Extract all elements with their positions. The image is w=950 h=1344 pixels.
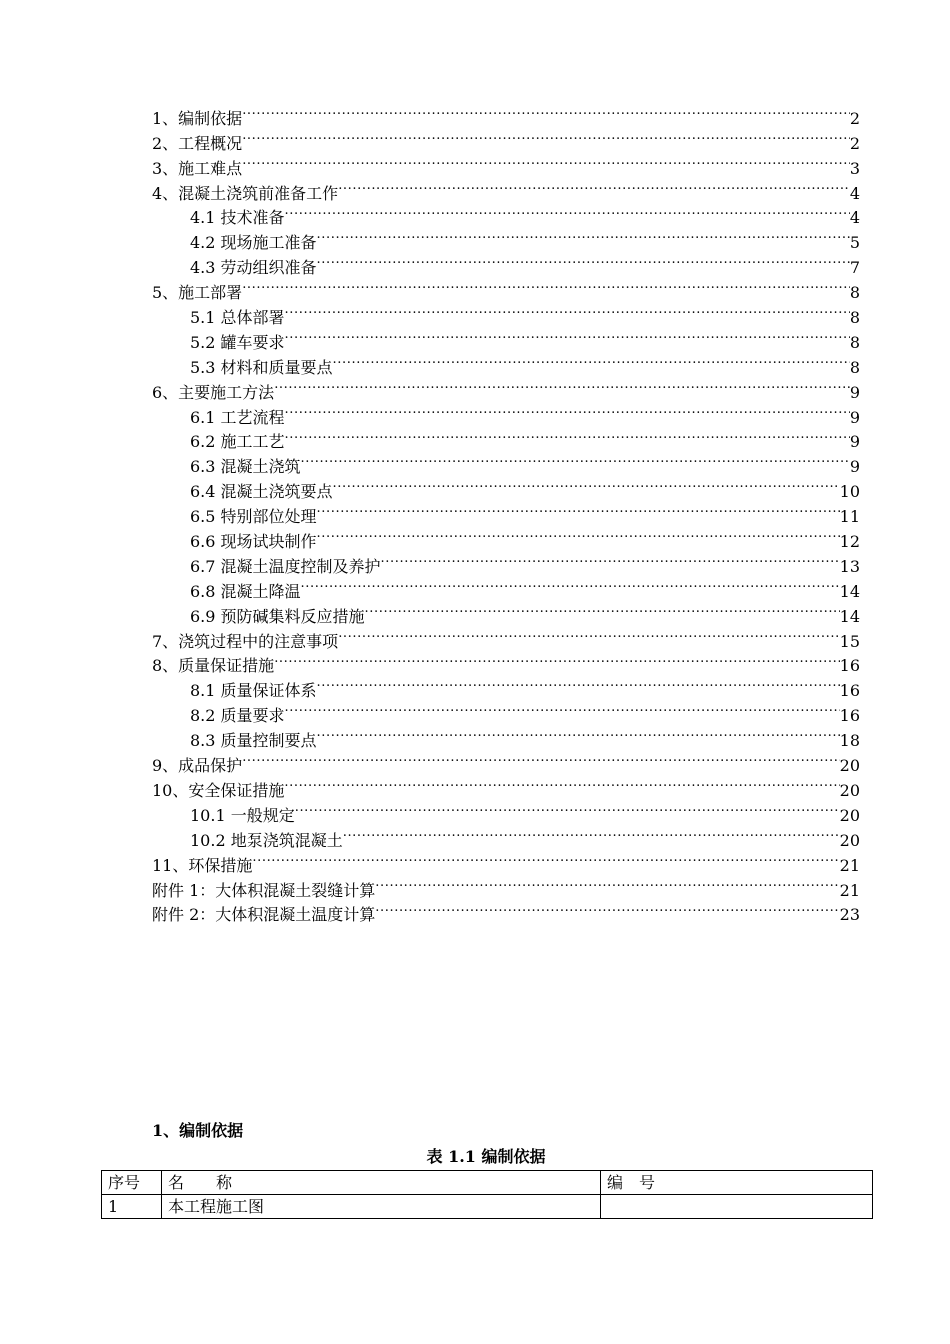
header-cell-name: 名 称 — [162, 1171, 601, 1195]
toc-page-number: 23 — [839, 905, 860, 925]
toc-page-number: 16 — [839, 681, 860, 701]
toc-entry-title: 11、环保措施 — [152, 855, 253, 875]
toc-page-number: 8 — [849, 308, 860, 328]
toc-page-number: 20 — [839, 805, 860, 825]
toc-entry-title: 6.1 工艺流程 — [190, 407, 285, 427]
toc-entry-title: 附件 2：大体积混凝土温度计算 — [152, 905, 376, 925]
toc-dot-leader — [301, 447, 850, 472]
toc-entry[interactable] — [152, 174, 860, 203]
toc-entry-title: 4.3 劳动组织准备 — [190, 258, 317, 278]
toc-dot-leader — [338, 622, 839, 647]
toc-entry-title: 5、施工部署 — [152, 283, 243, 303]
basis-table — [101, 1170, 873, 1219]
toc-dot-leader — [274, 647, 839, 672]
toc-page-number: 9 — [849, 407, 860, 427]
table-header-row — [102, 1171, 873, 1195]
toc-page-number: 16 — [839, 656, 860, 676]
toc-dot-leader — [317, 671, 840, 696]
toc-page-number: 15 — [839, 631, 860, 651]
toc-dot-leader — [274, 373, 850, 398]
toc-page-number: 8 — [849, 332, 860, 352]
toc-entry[interactable] — [152, 99, 860, 128]
toc-entry-title: 6.6 现场试块制作 — [190, 532, 317, 552]
toc-dot-leader — [317, 522, 840, 547]
toc-entry[interactable] — [152, 149, 860, 178]
toc-dot-leader — [284, 771, 839, 796]
toc-entry-title: 8.2 质量要求 — [190, 706, 285, 726]
toc-dot-leader — [375, 871, 839, 896]
toc-entry-title: 7、浇筑过程中的注意事项 — [152, 631, 339, 651]
toc-dot-leader — [242, 99, 850, 124]
toc-dot-leader — [285, 323, 850, 348]
toc-dot-leader — [365, 597, 840, 622]
toc-page-number: 4 — [849, 183, 860, 203]
section-heading: 1、编制依据 — [152, 1121, 244, 1140]
toc-dot-leader — [242, 149, 850, 174]
toc-entry-title: 10.2 地泵浇筑混凝土 — [190, 830, 343, 850]
toc-dot-leader — [317, 223, 850, 248]
toc-dot-leader — [317, 497, 840, 522]
toc-page-number: 21 — [839, 855, 860, 875]
toc-entry-title: 5.1 总体部署 — [190, 308, 285, 328]
toc-page-number: 11 — [839, 507, 860, 527]
toc-entry-title: 6.2 施工工艺 — [190, 432, 285, 452]
toc-entry-title: 10、安全保证措施 — [152, 780, 285, 800]
toc-dot-leader — [333, 472, 840, 497]
toc-page-number: 9 — [849, 432, 860, 452]
toc-page-number: 3 — [849, 158, 860, 178]
toc-entry-title: 4.1 技术准备 — [190, 208, 285, 228]
toc-entry[interactable] — [152, 273, 860, 303]
table-row — [102, 1195, 873, 1219]
toc-entry[interactable] — [152, 871, 860, 900]
table-caption: 表 1.1 编制依据 — [426, 1147, 546, 1166]
header-cell-number: 序号 — [102, 1171, 162, 1195]
toc-entry[interactable] — [152, 124, 860, 153]
toc-dot-leader — [242, 273, 850, 298]
toc-dot-leader — [375, 896, 839, 921]
toc-entry-title: 10.1 一般规定 — [190, 805, 295, 825]
toc-page-number: 2 — [849, 133, 860, 153]
toc-dot-leader — [338, 174, 850, 199]
toc-entry-title: 6.4 混凝土浇筑要点 — [190, 482, 333, 502]
toc-dot-leader — [343, 821, 840, 846]
toc-entry[interactable] — [152, 746, 860, 776]
toc-dot-leader — [285, 199, 850, 224]
toc-entry-title: 1、编制依据 — [152, 108, 243, 128]
toc-entry-title: 6.5 特别部位处理 — [190, 507, 317, 527]
toc-entry-title: 8.3 质量控制要点 — [190, 731, 317, 751]
toc-entry-title: 6、主要施工方法 — [152, 382, 275, 402]
toc-dot-leader — [285, 398, 850, 423]
toc-entry-title: 8.1 质量保证体系 — [190, 681, 317, 701]
toc-entry[interactable] — [152, 846, 860, 875]
toc-dot-leader — [301, 572, 840, 597]
table-of-contents — [152, 99, 860, 925]
toc-dot-leader — [295, 796, 840, 821]
toc-page-number: 16 — [839, 706, 860, 726]
toc-page-number: 9 — [849, 457, 860, 477]
toc-entry-title: 5.2 罐车要求 — [190, 332, 285, 352]
toc-page-number: 2 — [849, 108, 860, 128]
toc-entry-title: 6.7 混凝土温度控制及养护 — [190, 556, 381, 576]
toc-page-number: 20 — [839, 830, 860, 850]
toc-dot-leader — [252, 846, 839, 871]
toc-dot-leader — [317, 248, 850, 273]
toc-entry-title: 6.9 预防碱集料反应措施 — [190, 606, 365, 626]
toc-page-number: 14 — [839, 581, 860, 601]
toc-dot-leader — [285, 423, 850, 448]
toc-entry-title: 附件 1：大体积混凝土裂缝计算 — [152, 880, 376, 900]
toc-entry-title: 3、施工难点 — [152, 158, 243, 178]
toc-page-number: 18 — [839, 731, 860, 751]
toc-dot-leader — [381, 547, 840, 572]
toc-page-number: 9 — [849, 382, 860, 402]
toc-page-number: 4 — [849, 208, 860, 228]
toc-page-number: 5 — [849, 233, 860, 253]
toc-page-number: 8 — [849, 357, 860, 377]
cell-code — [601, 1195, 873, 1219]
toc-entry-title: 8、质量保证措施 — [152, 656, 275, 676]
toc-entry[interactable] — [152, 771, 860, 800]
toc-page-number: 8 — [849, 283, 860, 303]
toc-page-number: 14 — [839, 606, 860, 626]
toc-entry-title: 6.3 混凝土浇筑 — [190, 457, 301, 477]
toc-dot-leader — [285, 696, 840, 721]
toc-dot-leader — [242, 746, 839, 771]
toc-entry-title: 2、工程概况 — [152, 133, 243, 153]
toc-page-number: 10 — [839, 482, 860, 502]
toc-dot-leader — [317, 721, 840, 746]
toc-dot-leader — [285, 298, 850, 323]
toc-entry-title: 5.3 材料和质量要点 — [190, 357, 333, 377]
toc-dot-leader — [242, 124, 850, 149]
toc-entry-title: 4.2 现场施工准备 — [190, 233, 317, 253]
toc-page-number: 20 — [839, 756, 860, 776]
toc-page-number: 7 — [849, 258, 860, 278]
toc-entry-title: 4、混凝土浇筑前准备工作 — [152, 183, 339, 203]
toc-entry-title: 9、成品保护 — [152, 756, 243, 776]
toc-page-number: 20 — [839, 780, 860, 800]
cell-name: 本工程施工图 — [162, 1195, 601, 1219]
toc-page-number: 13 — [839, 556, 860, 576]
toc-dot-leader — [333, 348, 850, 373]
header-cell-code: 编 号 — [601, 1171, 873, 1195]
cell-number: 1 — [102, 1195, 162, 1219]
toc-page-number: 21 — [839, 880, 860, 900]
toc-entry-title: 6.8 混凝土降温 — [190, 581, 301, 601]
toc-page-number: 12 — [839, 532, 860, 552]
toc-entry[interactable] — [152, 298, 860, 328]
